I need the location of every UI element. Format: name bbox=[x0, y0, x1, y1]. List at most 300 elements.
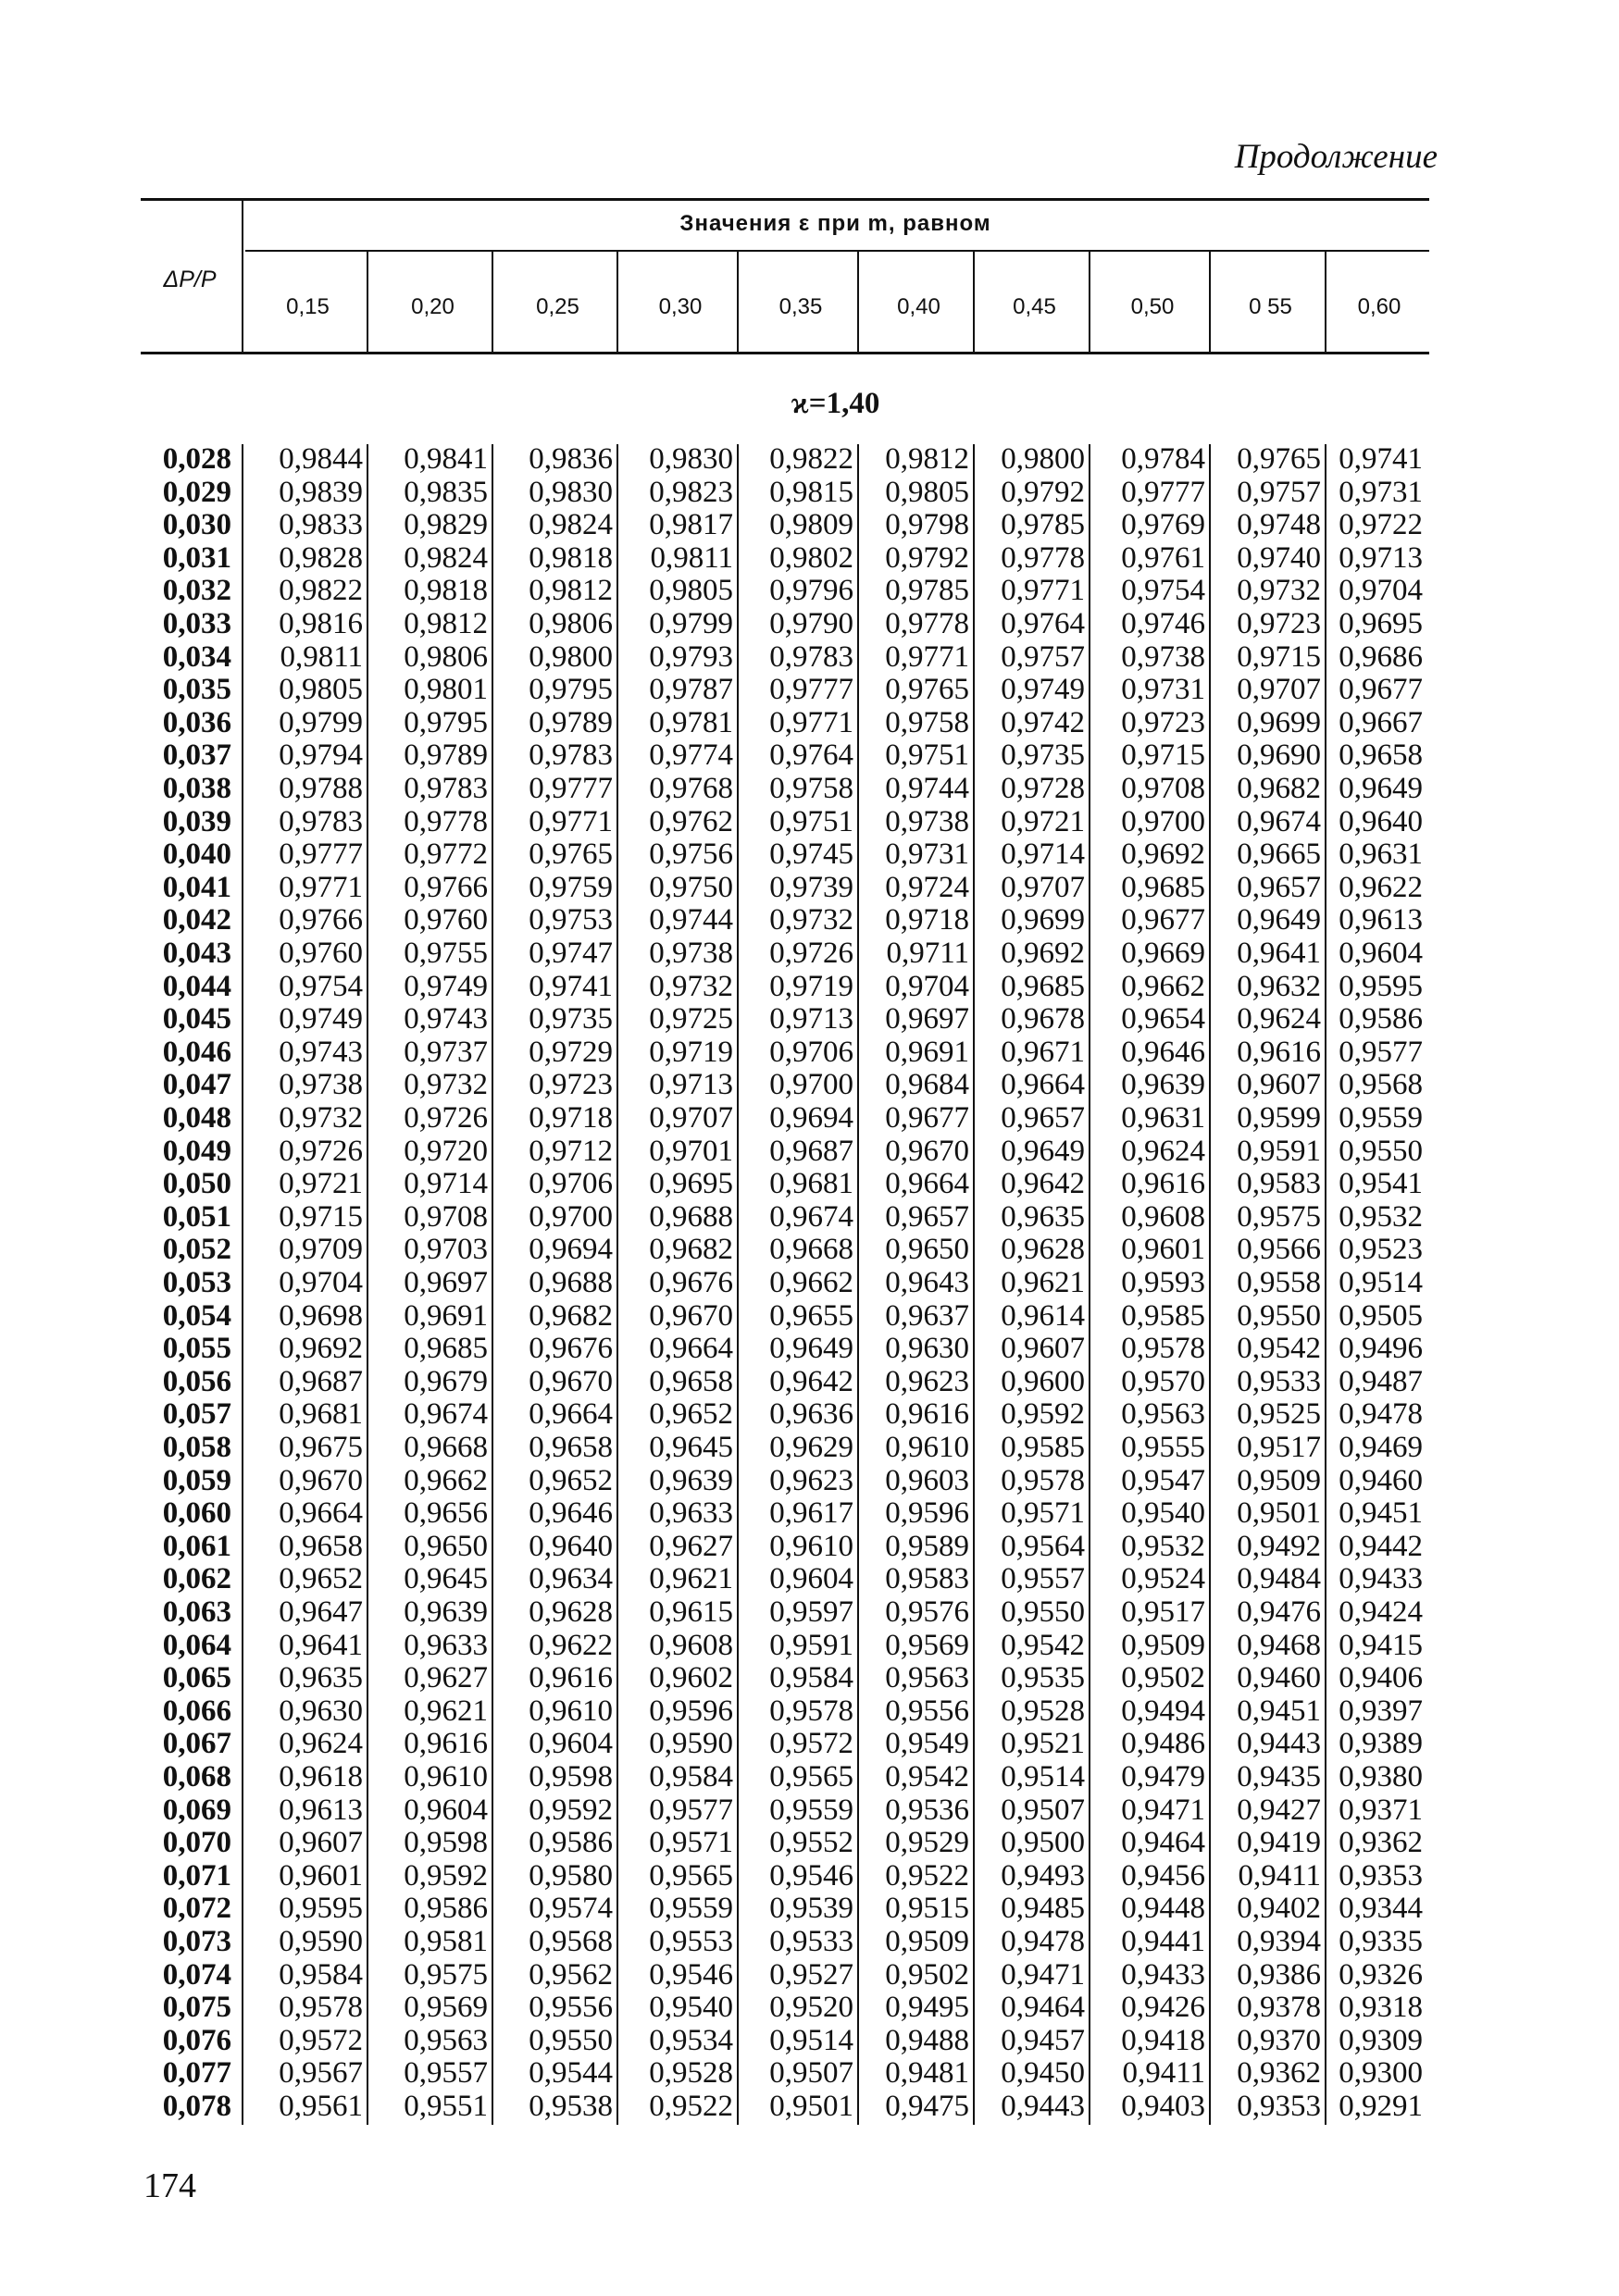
epsilon-cell: 0,9732 bbox=[404, 1068, 488, 1101]
epsilon-cell: 0,9538 bbox=[529, 2090, 613, 2123]
epsilon-cell: 0,9527 bbox=[769, 1958, 853, 1992]
epsilon-cell: 0,9646 bbox=[1121, 1036, 1205, 1069]
epsilon-cell: 0,9568 bbox=[529, 1925, 613, 1958]
epsilon-cell: 0,9633 bbox=[404, 1629, 488, 1662]
epsilon-cell: 0,9574 bbox=[529, 1892, 613, 1925]
epsilon-cell: 0,9676 bbox=[529, 1332, 613, 1365]
pressure-ratio-cell: 0,036 bbox=[162, 706, 231, 739]
epsilon-cell: 0,9697 bbox=[885, 1002, 969, 1036]
epsilon-cell: 0,9664 bbox=[649, 1332, 733, 1365]
epsilon-cell: 0,9584 bbox=[769, 1661, 853, 1694]
epsilon-cell: 0,9486 bbox=[1121, 1727, 1205, 1760]
header-group-rule bbox=[245, 250, 1429, 252]
pressure-ratio-cell: 0,047 bbox=[162, 1068, 231, 1101]
pressure-ratio-cell: 0,068 bbox=[162, 1760, 231, 1793]
epsilon-cell: 0,9514 bbox=[769, 2024, 853, 2057]
epsilon-cell: 0,9685 bbox=[1121, 871, 1205, 904]
epsilon-cell: 0,9411 bbox=[1238, 1859, 1321, 1893]
pressure-ratio-cell: 0,051 bbox=[162, 1200, 231, 1234]
epsilon-cell: 0,9658 bbox=[649, 1365, 733, 1398]
epsilon-cell: 0,9726 bbox=[769, 937, 853, 970]
epsilon-cell: 0,9553 bbox=[649, 1925, 733, 1958]
pressure-ratio-cell: 0,063 bbox=[162, 1595, 231, 1629]
epsilon-cell: 0,9569 bbox=[404, 1991, 488, 2024]
table-row bbox=[0, 2024, 1619, 2057]
table-row bbox=[0, 1464, 1619, 1497]
pressure-ratio-cell: 0,056 bbox=[162, 1365, 231, 1398]
epsilon-cell: 0,9589 bbox=[885, 1530, 969, 1563]
epsilon-cell: 0,9581 bbox=[404, 1925, 488, 1958]
epsilon-cell: 0,9662 bbox=[769, 1266, 853, 1299]
table-row bbox=[0, 1496, 1619, 1530]
epsilon-cell: 0,9568 bbox=[1339, 1068, 1423, 1101]
epsilon-cell: 0,9435 bbox=[1237, 1760, 1321, 1793]
epsilon-cell: 0,9788 bbox=[279, 772, 363, 805]
epsilon-cell: 0,9658 bbox=[1339, 738, 1423, 772]
pressure-ratio-cell: 0,065 bbox=[162, 1661, 231, 1694]
epsilon-cell: 0,9550 bbox=[1339, 1135, 1423, 1168]
epsilon-cell: 0,9621 bbox=[1001, 1266, 1085, 1299]
epsilon-cell: 0,9668 bbox=[404, 1431, 488, 1464]
epsilon-cell: 0,9732 bbox=[1237, 574, 1321, 607]
table-row bbox=[0, 1892, 1619, 1925]
epsilon-cell: 0,9771 bbox=[885, 640, 969, 674]
epsilon-cell: 0,9557 bbox=[1001, 1562, 1085, 1595]
epsilon-cell: 0,9556 bbox=[529, 1991, 613, 2024]
epsilon-cell: 0,9632 bbox=[1237, 970, 1321, 1003]
epsilon-cell: 0,9558 bbox=[1237, 1266, 1321, 1299]
epsilon-cell: 0,9509 bbox=[1121, 1629, 1205, 1662]
header-column-separator bbox=[616, 252, 618, 352]
epsilon-cell: 0,9692 bbox=[1001, 937, 1085, 970]
epsilon-cell: 0,9628 bbox=[529, 1595, 613, 1629]
epsilon-cell: 0,9507 bbox=[769, 2056, 853, 2090]
epsilon-cell: 0,9478 bbox=[1339, 1397, 1423, 1431]
epsilon-cell: 0,9671 bbox=[1001, 1036, 1085, 1069]
epsilon-cell: 0,9655 bbox=[769, 1299, 853, 1333]
epsilon-cell: 0,9318 bbox=[1339, 1991, 1423, 2024]
epsilon-cell: 0,9636 bbox=[769, 1397, 853, 1431]
table-row bbox=[0, 1068, 1619, 1101]
epsilon-cell: 0,9566 bbox=[1237, 1233, 1321, 1266]
epsilon-cell: 0,9522 bbox=[885, 1859, 969, 1893]
table-row bbox=[0, 772, 1619, 805]
epsilon-cell: 0,9528 bbox=[649, 2056, 733, 2090]
epsilon-cell: 0,9501 bbox=[1237, 1496, 1321, 1530]
epsilon-cell: 0,9772 bbox=[404, 838, 488, 871]
epsilon-cell: 0,9650 bbox=[885, 1233, 969, 1266]
epsilon-cell: 0,9300 bbox=[1339, 2056, 1423, 2090]
epsilon-cell: 0,9433 bbox=[1339, 1562, 1423, 1595]
epsilon-cell: 0,9777 bbox=[1121, 476, 1205, 509]
epsilon-cell: 0,9669 bbox=[1121, 937, 1205, 970]
epsilon-cell: 0,9724 bbox=[885, 871, 969, 904]
epsilon-cell: 0,9645 bbox=[404, 1562, 488, 1595]
epsilon-cell: 0,9778 bbox=[404, 805, 488, 838]
epsilon-cell: 0,9590 bbox=[649, 1727, 733, 1760]
epsilon-cell: 0,9628 bbox=[1001, 1233, 1085, 1266]
epsilon-cell: 0,9841 bbox=[404, 442, 488, 476]
epsilon-cell: 0,9591 bbox=[769, 1629, 853, 1662]
epsilon-cell: 0,9326 bbox=[1339, 1958, 1423, 1992]
epsilon-cell: 0,9595 bbox=[1339, 970, 1423, 1003]
epsilon-cell: 0,9532 bbox=[1121, 1530, 1205, 1563]
epsilon-cell: 0,9816 bbox=[279, 607, 363, 640]
epsilon-cell: 0,9713 bbox=[769, 1002, 853, 1036]
epsilon-cell: 0,9789 bbox=[529, 706, 613, 739]
epsilon-cell: 0,9471 bbox=[1121, 1793, 1205, 1827]
epsilon-cell: 0,9805 bbox=[649, 574, 733, 607]
epsilon-cell: 0,9844 bbox=[279, 442, 363, 476]
epsilon-cell: 0,9777 bbox=[529, 772, 613, 805]
epsilon-cell: 0,9694 bbox=[769, 1101, 853, 1135]
epsilon-cell: 0,9830 bbox=[649, 442, 733, 476]
epsilon-cell: 0,9627 bbox=[649, 1530, 733, 1563]
epsilon-cell: 0,9621 bbox=[404, 1694, 488, 1728]
epsilon-cell: 0,9563 bbox=[1121, 1397, 1205, 1431]
epsilon-cell: 0,9721 bbox=[279, 1167, 363, 1200]
epsilon-cell: 0,9829 bbox=[404, 508, 488, 541]
pressure-ratio-cell: 0,029 bbox=[162, 476, 231, 509]
epsilon-cell: 0,9419 bbox=[1237, 1826, 1321, 1859]
epsilon-cell: 0,9793 bbox=[649, 640, 733, 674]
epsilon-cell: 0,9591 bbox=[1237, 1135, 1321, 1168]
epsilon-cell: 0,9487 bbox=[1339, 1365, 1423, 1398]
epsilon-cell: 0,9806 bbox=[529, 607, 613, 640]
epsilon-cell: 0,9732 bbox=[649, 970, 733, 1003]
table-row bbox=[0, 937, 1619, 970]
pressure-ratio-cell: 0,078 bbox=[162, 2090, 231, 2123]
epsilon-cell: 0,9652 bbox=[529, 1464, 613, 1497]
epsilon-cell: 0,9485 bbox=[1001, 1892, 1085, 1925]
epsilon-cell: 0,9533 bbox=[1237, 1365, 1321, 1398]
m-value-header: 0,20 bbox=[411, 294, 455, 319]
epsilon-cell: 0,9790 bbox=[769, 607, 853, 640]
epsilon-cell: 0,9575 bbox=[404, 1958, 488, 1992]
epsilon-cell: 0,9584 bbox=[649, 1760, 733, 1793]
epsilon-cell: 0,9291 bbox=[1339, 2090, 1423, 2123]
epsilon-cell: 0,9451 bbox=[1339, 1496, 1423, 1530]
epsilon-cell: 0,9637 bbox=[885, 1299, 969, 1333]
epsilon-cell: 0,9640 bbox=[529, 1530, 613, 1563]
pressure-ratio-cell: 0,039 bbox=[162, 805, 231, 838]
table-row bbox=[0, 1365, 1619, 1398]
epsilon-cell: 0,9580 bbox=[529, 1859, 613, 1893]
table-row bbox=[0, 1793, 1619, 1827]
epsilon-cell: 0,9721 bbox=[1001, 805, 1085, 838]
pressure-ratio-cell: 0,069 bbox=[162, 1793, 231, 1827]
pressure-ratio-cell: 0,043 bbox=[162, 937, 231, 970]
epsilon-cell: 0,9836 bbox=[529, 442, 613, 476]
table-row bbox=[0, 838, 1619, 871]
m-value-header: 0,50 bbox=[1130, 294, 1175, 319]
epsilon-cell: 0,9479 bbox=[1121, 1760, 1205, 1793]
epsilon-cell: 0,9765 bbox=[885, 673, 969, 706]
epsilon-cell: 0,9723 bbox=[529, 1068, 613, 1101]
epsilon-cell: 0,9649 bbox=[769, 1332, 853, 1365]
epsilon-cell: 0,9552 bbox=[769, 1826, 853, 1859]
epsilon-cell: 0,9634 bbox=[529, 1562, 613, 1595]
epsilon-cell: 0,9758 bbox=[769, 772, 853, 805]
epsilon-cell: 0,9514 bbox=[1001, 1760, 1085, 1793]
epsilon-cell: 0,9555 bbox=[1121, 1431, 1205, 1464]
epsilon-cell: 0,9681 bbox=[279, 1397, 363, 1431]
table-row bbox=[0, 1629, 1619, 1662]
epsilon-cell: 0,9764 bbox=[1001, 607, 1085, 640]
epsilon-cell: 0,9769 bbox=[1121, 508, 1205, 541]
epsilon-cell: 0,9719 bbox=[649, 1036, 733, 1069]
epsilon-cell: 0,9547 bbox=[1121, 1464, 1205, 1497]
epsilon-cell: 0,9704 bbox=[1339, 574, 1423, 607]
pressure-ratio-cell: 0,061 bbox=[162, 1530, 231, 1563]
epsilon-cell: 0,9704 bbox=[279, 1266, 363, 1299]
epsilon-cell: 0,9529 bbox=[885, 1826, 969, 1859]
epsilon-cell: 0,9532 bbox=[1339, 1200, 1423, 1234]
epsilon-cell: 0,9353 bbox=[1237, 2090, 1321, 2123]
epsilon-cell: 0,9656 bbox=[404, 1496, 488, 1530]
epsilon-cell: 0,9771 bbox=[529, 805, 613, 838]
epsilon-cell: 0,9468 bbox=[1237, 1629, 1321, 1662]
epsilon-cell: 0,9700 bbox=[529, 1200, 613, 1234]
epsilon-cell: 0,9800 bbox=[1001, 442, 1085, 476]
pressure-ratio-cell: 0,077 bbox=[162, 2056, 231, 2090]
epsilon-cell: 0,9830 bbox=[529, 476, 613, 509]
epsilon-cell: 0,9610 bbox=[404, 1760, 488, 1793]
epsilon-cell: 0,9691 bbox=[404, 1299, 488, 1333]
m-value-header: 0,30 bbox=[658, 294, 703, 319]
epsilon-cell: 0,9403 bbox=[1121, 2090, 1205, 2123]
table-row bbox=[0, 1530, 1619, 1563]
epsilon-cell: 0,9713 bbox=[1339, 541, 1423, 575]
epsilon-cell: 0,9731 bbox=[885, 838, 969, 871]
epsilon-cell: 0,9762 bbox=[649, 805, 733, 838]
epsilon-cell: 0,9556 bbox=[885, 1694, 969, 1728]
epsilon-cell: 0,9544 bbox=[529, 2056, 613, 2090]
epsilon-cell: 0,9800 bbox=[529, 640, 613, 674]
epsilon-cell: 0,9715 bbox=[1237, 640, 1321, 674]
epsilon-cell: 0,9623 bbox=[769, 1464, 853, 1497]
epsilon-cell: 0,9394 bbox=[1237, 1925, 1321, 1958]
epsilon-cell: 0,9751 bbox=[769, 805, 853, 838]
epsilon-cell: 0,9809 bbox=[769, 508, 853, 541]
epsilon-cell: 0,9616 bbox=[1121, 1167, 1205, 1200]
epsilon-cell: 0,9798 bbox=[885, 508, 969, 541]
epsilon-cell: 0,9496 bbox=[1339, 1332, 1423, 1365]
epsilon-cell: 0,9362 bbox=[1339, 1826, 1423, 1859]
epsilon-cell: 0,9670 bbox=[529, 1365, 613, 1398]
pressure-ratio-cell: 0,052 bbox=[162, 1233, 231, 1266]
epsilon-cell: 0,9577 bbox=[1339, 1036, 1423, 1069]
epsilon-cell: 0,9692 bbox=[279, 1332, 363, 1365]
epsilon-cell: 0,9787 bbox=[649, 673, 733, 706]
table-row bbox=[0, 871, 1619, 904]
m-value-header: 0 55 bbox=[1249, 294, 1292, 319]
epsilon-cell: 0,9783 bbox=[404, 772, 488, 805]
epsilon-cell: 0,9754 bbox=[1121, 574, 1205, 607]
epsilon-cell: 0,9494 bbox=[1121, 1694, 1205, 1728]
epsilon-cell: 0,9572 bbox=[279, 2024, 363, 2057]
epsilon-cell: 0,9823 bbox=[649, 476, 733, 509]
epsilon-cell: 0,9703 bbox=[404, 1233, 488, 1266]
epsilon-cell: 0,9695 bbox=[649, 1167, 733, 1200]
pressure-ratio-cell: 0,057 bbox=[162, 1397, 231, 1431]
epsilon-cell: 0,9604 bbox=[769, 1562, 853, 1595]
epsilon-cell: 0,9796 bbox=[769, 574, 853, 607]
epsilon-cell: 0,9687 bbox=[769, 1135, 853, 1168]
epsilon-cell: 0,9835 bbox=[404, 476, 488, 509]
epsilon-cell: 0,9597 bbox=[769, 1595, 853, 1629]
epsilon-cell: 0,9735 bbox=[529, 1002, 613, 1036]
table-row bbox=[0, 2056, 1619, 2090]
epsilon-cell: 0,9822 bbox=[279, 574, 363, 607]
epsilon-cell: 0,9726 bbox=[404, 1101, 488, 1135]
epsilon-cell: 0,9662 bbox=[404, 1464, 488, 1497]
epsilon-cell: 0,9743 bbox=[404, 1002, 488, 1036]
epsilon-cell: 0,9397 bbox=[1339, 1694, 1423, 1728]
epsilon-cell: 0,9559 bbox=[649, 1892, 733, 1925]
epsilon-cell: 0,9514 bbox=[1339, 1266, 1423, 1299]
epsilon-cell: 0,9578 bbox=[1001, 1464, 1085, 1497]
epsilon-cell: 0,9442 bbox=[1339, 1530, 1423, 1563]
epsilon-cell: 0,9569 bbox=[885, 1629, 969, 1662]
epsilon-cell: 0,9590 bbox=[279, 1925, 363, 1958]
epsilon-cell: 0,9542 bbox=[1237, 1332, 1321, 1365]
epsilon-cell: 0,9542 bbox=[1001, 1629, 1085, 1662]
epsilon-cell: 0,9751 bbox=[885, 738, 969, 772]
epsilon-cell: 0,9824 bbox=[529, 508, 613, 541]
pressure-ratio-cell: 0,044 bbox=[162, 970, 231, 1003]
epsilon-cell: 0,9670 bbox=[279, 1464, 363, 1497]
epsilon-cell: 0,9353 bbox=[1339, 1859, 1423, 1893]
epsilon-cell: 0,9592 bbox=[1001, 1397, 1085, 1431]
epsilon-cell: 0,9457 bbox=[1001, 2024, 1085, 2057]
epsilon-cell: 0,9631 bbox=[1339, 838, 1423, 871]
epsilon-cell: 0,9602 bbox=[649, 1661, 733, 1694]
epsilon-cell: 0,9824 bbox=[404, 541, 488, 575]
epsilon-cell: 0,9601 bbox=[279, 1859, 363, 1893]
table-row bbox=[0, 673, 1619, 706]
epsilon-cell: 0,9540 bbox=[649, 1991, 733, 2024]
epsilon-cell: 0,9600 bbox=[1001, 1365, 1085, 1398]
epsilon-cell: 0,9645 bbox=[649, 1431, 733, 1464]
epsilon-cell: 0,9690 bbox=[1237, 738, 1321, 772]
epsilon-cell: 0,9670 bbox=[649, 1299, 733, 1333]
epsilon-cell: 0,9411 bbox=[1122, 2056, 1205, 2090]
epsilon-cell: 0,9692 bbox=[1121, 838, 1205, 871]
pressure-ratio-cell: 0,040 bbox=[162, 838, 231, 871]
epsilon-cell: 0,9642 bbox=[769, 1365, 853, 1398]
pressure-ratio-cell: 0,028 bbox=[162, 442, 231, 476]
epsilon-cell: 0,9559 bbox=[1339, 1101, 1423, 1135]
epsilon-cell: 0,9424 bbox=[1339, 1595, 1423, 1629]
epsilon-cell: 0,9607 bbox=[279, 1826, 363, 1859]
epsilon-cell: 0,9657 bbox=[1237, 871, 1321, 904]
epsilon-cell: 0,9755 bbox=[404, 937, 488, 970]
epsilon-cell: 0,9732 bbox=[769, 903, 853, 937]
epsilon-cell: 0,9652 bbox=[279, 1562, 363, 1595]
epsilon-cell: 0,9623 bbox=[885, 1365, 969, 1398]
epsilon-cell: 0,9631 bbox=[1121, 1101, 1205, 1135]
header-column-separator bbox=[1325, 252, 1326, 352]
epsilon-cell: 0,9427 bbox=[1237, 1793, 1321, 1827]
epsilon-cell: 0,9760 bbox=[404, 903, 488, 937]
epsilon-cell: 0,9714 bbox=[404, 1167, 488, 1200]
epsilon-cell: 0,9607 bbox=[1001, 1332, 1085, 1365]
epsilon-cell: 0,9344 bbox=[1339, 1892, 1423, 1925]
epsilon-cell: 0,9707 bbox=[1001, 871, 1085, 904]
header-column-separator bbox=[857, 252, 859, 352]
epsilon-cell: 0,9488 bbox=[885, 2024, 969, 2057]
table-row bbox=[0, 574, 1619, 607]
epsilon-cell: 0,9495 bbox=[885, 1991, 969, 2024]
m-value-header: 0,25 bbox=[536, 294, 579, 319]
epsilon-cell: 0,9578 bbox=[1121, 1332, 1205, 1365]
epsilon-cell: 0,9641 bbox=[279, 1629, 363, 1662]
epsilon-cell: 0,9709 bbox=[279, 1233, 363, 1266]
epsilon-cell: 0,9777 bbox=[769, 673, 853, 706]
epsilon-cell: 0,9700 bbox=[769, 1068, 853, 1101]
epsilon-cell: 0,9578 bbox=[769, 1694, 853, 1728]
epsilon-cell: 0,9654 bbox=[1121, 1002, 1205, 1036]
epsilon-cell: 0,9550 bbox=[529, 2024, 613, 2057]
epsilon-cell: 0,9572 bbox=[769, 1727, 853, 1760]
epsilon-cell: 0,9688 bbox=[649, 1200, 733, 1234]
pressure-ratio-cell: 0,041 bbox=[162, 871, 231, 904]
epsilon-cell: 0,9464 bbox=[1121, 1826, 1205, 1859]
epsilon-cell: 0,9676 bbox=[649, 1266, 733, 1299]
epsilon-cell: 0,9745 bbox=[769, 838, 853, 871]
epsilon-cell: 0,9643 bbox=[885, 1266, 969, 1299]
epsilon-cell: 0,9624 bbox=[1237, 1002, 1321, 1036]
epsilon-cell: 0,9471 bbox=[1001, 1958, 1085, 1992]
epsilon-cell: 0,9469 bbox=[1339, 1431, 1423, 1464]
epsilon-cell: 0,9604 bbox=[1339, 937, 1423, 970]
epsilon-cell: 0,9418 bbox=[1121, 2024, 1205, 2057]
table-top-rule bbox=[141, 198, 1429, 201]
pressure-ratio-cell: 0,059 bbox=[162, 1464, 231, 1497]
epsilon-cell: 0,9451 bbox=[1237, 1694, 1321, 1728]
epsilon-cell: 0,9792 bbox=[1001, 476, 1085, 509]
table-row bbox=[0, 805, 1619, 838]
table-row bbox=[0, 1431, 1619, 1464]
epsilon-cell: 0,9649 bbox=[1237, 903, 1321, 937]
epsilon-cell: 0,9783 bbox=[529, 738, 613, 772]
pressure-ratio-cell: 0,035 bbox=[162, 673, 231, 706]
epsilon-cell: 0,9657 bbox=[1001, 1101, 1085, 1135]
epsilon-cell: 0,9539 bbox=[769, 1892, 853, 1925]
table-row bbox=[0, 476, 1619, 509]
epsilon-cell: 0,9723 bbox=[1237, 607, 1321, 640]
epsilon-cell: 0,9517 bbox=[1121, 1595, 1205, 1629]
epsilon-cell: 0,9647 bbox=[279, 1595, 363, 1629]
epsilon-cell: 0,9749 bbox=[404, 970, 488, 1003]
epsilon-cell: 0,9806 bbox=[404, 640, 488, 674]
epsilon-cell: 0,9699 bbox=[1001, 903, 1085, 937]
epsilon-cell: 0,9630 bbox=[885, 1332, 969, 1365]
table-row bbox=[0, 541, 1619, 575]
epsilon-cell: 0,9596 bbox=[885, 1496, 969, 1530]
table-row bbox=[0, 1595, 1619, 1629]
epsilon-cell: 0,9362 bbox=[1237, 2056, 1321, 2090]
epsilon-cell: 0,9550 bbox=[1001, 1595, 1085, 1629]
epsilon-cell: 0,9738 bbox=[649, 937, 733, 970]
epsilon-cell: 0,9805 bbox=[279, 673, 363, 706]
epsilon-cell: 0,9675 bbox=[279, 1431, 363, 1464]
table-row bbox=[0, 1694, 1619, 1728]
pressure-ratio-cell: 0,037 bbox=[162, 738, 231, 772]
epsilon-cell: 0,9756 bbox=[649, 838, 733, 871]
epsilon-cell: 0,9715 bbox=[279, 1200, 363, 1234]
